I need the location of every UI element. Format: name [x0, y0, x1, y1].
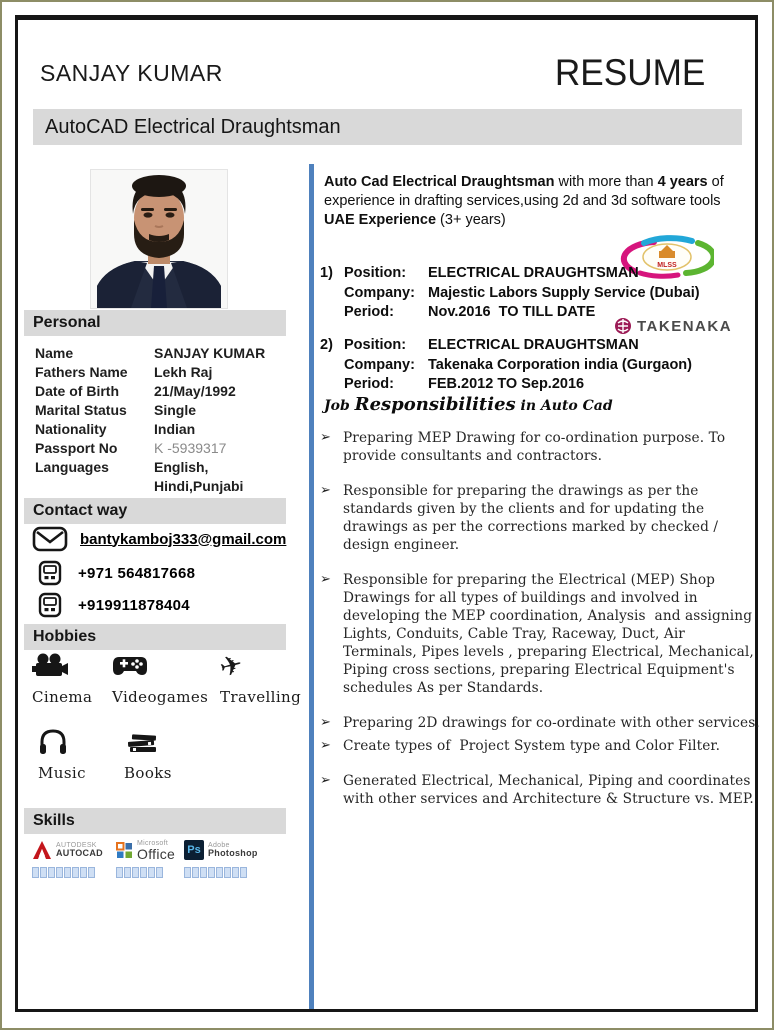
skill-level-bar [32, 867, 95, 878]
field-value: SANJAY KUMAR [154, 345, 266, 361]
job-responsibilities-heading: Job Responsibilities in Auto Cad [324, 394, 613, 415]
takenaka-mark-icon [614, 317, 632, 335]
skill-level-segment [200, 867, 207, 878]
photoshop-logo [184, 838, 258, 862]
personal-section-header [24, 310, 286, 336]
hobby-books [124, 726, 172, 782]
arrow-bullet-icon: ➢ [320, 715, 331, 730]
field-label: Languages [35, 459, 109, 475]
skill-level-segment [156, 867, 163, 878]
hobby-label: Music [38, 764, 86, 782]
company-value: Takenaka Corporation india (Gurgaon) [428, 356, 692, 373]
period-row: Period: Nov.2016 TO TILL DATE [320, 303, 756, 323]
field-label: Marital Status [35, 402, 127, 418]
arrow-bullet-icon: ➢ [320, 773, 331, 788]
office-squares-icon [116, 842, 133, 859]
brand-name: AUTODESK [56, 842, 97, 849]
brand-name: Adobe [208, 842, 230, 849]
uae-experience-line: UAE Experience (3+ years) [324, 212, 506, 228]
svg-text:MLSS: MLSS [657, 262, 677, 269]
skill-level-segment [40, 867, 47, 878]
airplane-icon: ✈ [216, 648, 247, 684]
skill-level-bar [184, 867, 247, 878]
takenaka-wordmark: TAKENAKA [637, 317, 733, 335]
skill-level-segment [132, 867, 139, 878]
personal-row-nationality [35, 420, 299, 439]
skill-level-segment [48, 867, 55, 878]
position-value: ELECTRICAL DRAUGHTSMAN [428, 265, 639, 281]
hobbies-section-header [24, 624, 286, 650]
phone-row-1 [38, 560, 195, 586]
skill-ms-office [116, 838, 175, 883]
skill-level-segment [64, 867, 71, 878]
personal-details [35, 344, 299, 496]
skill-level-segment [124, 867, 131, 878]
skill-level-bar [116, 867, 163, 878]
skill-level-segment [88, 867, 95, 878]
hobby-label: Travelling [220, 688, 302, 706]
skill-level-segment [208, 867, 215, 878]
field-value: K -5939317 [154, 440, 227, 456]
takenaka-company-logo [614, 317, 732, 335]
phone-row-2 [38, 592, 190, 618]
field-label: Nationality [35, 421, 107, 437]
skill-level-segment [116, 867, 123, 878]
candidate-photo [90, 169, 228, 309]
responsibility-item: ➢ Responsible for preparing the drawings as per the standards given by the clients and for updating the drawings as per the corrections marked by checked / design engineer. [320, 483, 723, 553]
role-title-bar [33, 109, 742, 145]
responsibility-item: ➢ Create types of Project System type and Color Filter. [320, 738, 721, 754]
hobby-cinema [32, 650, 92, 706]
hobby-videogames [112, 650, 208, 706]
skill-autocad [32, 838, 103, 883]
hobby-label: Books [124, 764, 172, 782]
position-row: 2) Position: ELECTRICAL DRAUGHTSMAN [320, 336, 756, 356]
phone-number: +919911878404 [78, 596, 190, 614]
skill-level-segment [72, 867, 79, 878]
field-value: 21/May/1992 [154, 383, 236, 399]
arrow-bullet-icon: ➢ [320, 738, 331, 753]
summary-years: 4 years [657, 174, 708, 190]
skills-heading: Skills [33, 812, 75, 829]
skill-level-segment [216, 867, 223, 878]
contact-heading: Contact way [33, 502, 128, 519]
experience-entry-2 [320, 336, 756, 395]
skill-level-segment [232, 867, 239, 878]
company-row: Company: Majestic Labors Supply Service (Dubai) [320, 284, 756, 304]
skill-photoshop [184, 838, 258, 883]
experience-entry-1 [320, 264, 756, 323]
period-value: Nov.2016 TO TILL DATE [428, 304, 596, 320]
candidate-name: SANJAY KUMAR [40, 60, 223, 86]
contact-section-header [24, 498, 286, 524]
personal-row-languages [35, 458, 299, 496]
field-label: Name [35, 345, 74, 361]
company-row: Company: Takenaka Corporation india (Gurgaon) [320, 356, 756, 376]
movie-camera-icon [32, 650, 92, 682]
personal-row-marital-status [35, 401, 299, 420]
position-value: ELECTRICAL DRAUGHTSMAN [428, 337, 639, 353]
field-value: English, Hindi,Punjabi [154, 459, 244, 494]
skill-level-segment [140, 867, 147, 878]
envelope-icon [32, 526, 68, 552]
office-logo [116, 838, 175, 862]
summary-role: Auto Cad Electrical Draughtsman [324, 174, 555, 190]
autocad-logo [32, 838, 103, 862]
personal-row-date-of-birth [35, 382, 299, 401]
column-divider [309, 164, 314, 1009]
skill-level-segment [80, 867, 87, 878]
product-name: Photoshop [208, 848, 258, 858]
books-icon [124, 726, 172, 758]
autodesk-a-icon [32, 840, 52, 860]
skill-level-segment [240, 867, 247, 878]
arrow-bullet-icon: ➢ [320, 483, 331, 498]
headphones-icon [38, 726, 86, 758]
brand-name: Microsoft [137, 839, 169, 847]
hobby-label: Cinema [32, 688, 93, 706]
product-name: AUTOCAD [56, 848, 103, 858]
responsibility-item: ➢ Preparing 2D drawings for co-ordinate with other services. [320, 715, 760, 731]
email-row [32, 526, 286, 552]
field-value: Lekh Raj [154, 364, 213, 380]
field-value: Single [154, 402, 197, 418]
ps-badge-icon: Ps [184, 840, 204, 860]
phone-icon [38, 592, 62, 618]
arrow-bullet-icon: ➢ [320, 430, 331, 445]
personal-row-name [35, 344, 299, 363]
email-link[interactable]: bantykamboj333@gmail.com [80, 530, 287, 548]
skill-level-segment [192, 867, 199, 878]
skill-level-segment [56, 867, 63, 878]
position-row: 1) Position: ELECTRICAL DRAUGHTSMAN [320, 264, 756, 284]
phone-number: +971 564817668 [78, 564, 196, 582]
hobbies-heading: Hobbies [33, 628, 97, 645]
hobby-label: Videogames [112, 688, 209, 706]
responsibility-item: ➢ Generated Electrical, Mechanical, Piping and coordinates with other services and Architecture & Structure vs. MEP. [320, 773, 755, 807]
company-value: Majestic Labors Supply Service (Dubai) [428, 284, 700, 301]
resume-title: RESUME [554, 52, 705, 93]
skills-section-header [24, 808, 286, 834]
product-name: Office [137, 845, 176, 862]
responsibilities-list [320, 429, 760, 825]
personal-row-passport [35, 439, 299, 458]
hobby-music [38, 726, 86, 782]
profile-summary [324, 173, 758, 230]
role-title: AutoCAD Electrical Draughtsman [45, 115, 341, 138]
period-value: FEB.2012 TO Sep.2016 [428, 376, 585, 392]
personal-row-fathers-name [35, 363, 299, 382]
field-label: Date of Birth [35, 383, 119, 399]
skill-level-segment [184, 867, 191, 878]
hobby-travelling [216, 648, 302, 706]
field-label: Passport No [35, 440, 118, 456]
portrait-illustration [91, 170, 227, 308]
summary-paragraph: Auto Cad Electrical Draughtsman with more than 4 years of experience in drafting services,using 2d and 3d software tools [324, 174, 724, 209]
responsibility-item: ➢ Responsible for preparing the Electrical (MEP) Shop Drawings for all types of buildings and involved in developing the MEP coordination, Analysis and assigning Lights, Conduits, Cable Tray, Raceway, Duct, Air Terminals, Pipes levels , preparing Electrical, Mechanical, Piping cross sections, preparing Electrical Equipment's schedules As per Standards. [320, 572, 759, 696]
skill-level-segment [148, 867, 155, 878]
period-row: Period: FEB.2012 TO Sep.2016 [320, 375, 756, 395]
game-controller-icon [112, 650, 208, 682]
field-label: Fathers Name [35, 364, 128, 380]
arrow-bullet-icon: ➢ [320, 572, 331, 587]
responsibility-item: ➢ Preparing MEP Drawing for co-ordination purpose. To provide consultants and contractors. [320, 430, 730, 464]
skill-level-segment [32, 867, 39, 878]
skill-level-segment [224, 867, 231, 878]
phone-icon [38, 560, 62, 586]
field-value: Indian [154, 421, 196, 437]
personal-heading: Personal [33, 314, 101, 331]
